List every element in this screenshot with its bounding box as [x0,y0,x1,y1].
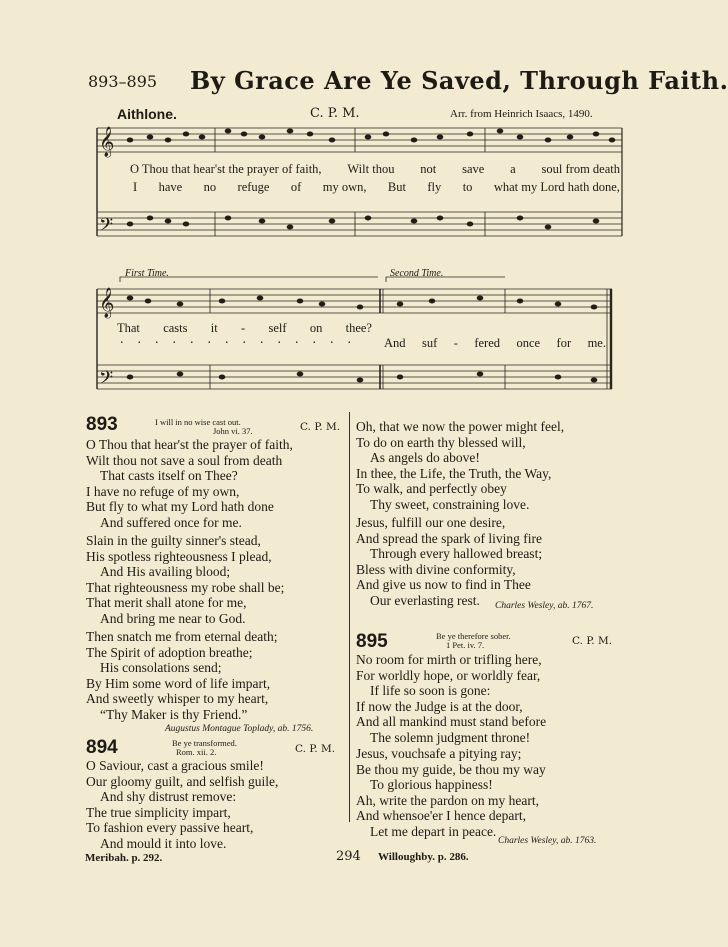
lyric-syllable: - [453,336,458,350]
verse-line: Slain in the guilty sinner's stead, [86,533,261,548]
lyric-syllable: no [203,180,217,194]
verse-line: O Saviour, cast a gracious smile! [86,758,264,773]
verse-line: As angels do above! [370,450,480,466]
column-divider [349,412,350,822]
hymn-number: 895 [356,631,388,652]
verse-line: Ah, write the pardon on my heart, [356,792,539,808]
tune-meter: C. P. M. [310,106,360,121]
hymn-893-stanza-3 [86,629,278,723]
svg-text:𝄞: 𝄞 [99,288,115,318]
lyric-syllable: my own, [322,180,367,194]
verse-line: His consolations send; [100,660,222,676]
verse-line: I have no refuge of my own, [86,483,240,499]
tune-arranger: Arr. from Heinrich Isaacs, 1490. [450,108,593,120]
verse-line: And spread the spark of living fire [356,530,542,546]
lyric-syllable: have [158,180,183,194]
lyric-syllable: of [290,180,302,194]
verse-line: And whensoe'er I hence depart, [356,808,526,824]
lyric-syllable: I [133,180,138,194]
lyric-syllable: - [241,321,246,335]
verse-line: Our gloomy guilt, and selfish guile, [86,773,279,789]
scripture-bible-ref: 1 Pet. iv. 7. [446,640,485,650]
lyric-syllable: soul from death [541,162,620,176]
lyric-syllable: casts [163,321,188,335]
verse-line: And bring me near to God. [100,610,246,626]
lyric-syllable: O Thou that hear'st the prayer of faith, [130,162,322,176]
lyric-syllable: fered [474,336,501,350]
lyric-syllable: And [384,336,406,350]
scripture-text-ref: Be ye therefore sober. [436,631,511,641]
verse-line: No room for mirth or trifling here, [356,652,542,667]
verse-line: But fly to what my Lord hath done [86,499,274,515]
verse-line: In thee, the Life, the Truth, the Way, [356,465,552,481]
scripture-bible-ref: Rom. xii. 2. [176,747,217,757]
hymn-894-stanza-1 [86,758,278,852]
verse-line: Be thou my guide, be thou my way [356,761,546,777]
verse-line: To walk, and perfectly obey [356,481,507,497]
verse-line: Wilt thou not save a soul from death [86,452,283,468]
footer-right-ref: Willoughby. p. 286. [378,851,469,863]
lyric-syllable: refuge [237,180,270,194]
lyric-syllable: what my Lord hath done, [493,180,620,194]
verse-line: His spotless righteousness I plead, [86,548,272,564]
hymn-meter: C. P. M. [572,635,613,647]
verse-line: The true simplicity impart, [86,804,231,820]
lyric-syllable: self [268,321,287,335]
hymn-meter: C. P. M. [300,421,341,433]
page-number: 294 [336,849,361,864]
scripture-text-ref: Be ye transformed. [172,738,237,748]
lyric-syllable: Wilt thou [347,162,395,176]
verse-line: If life so soon is gone: [370,683,491,699]
hymn-895-stanza-2 [356,746,546,840]
footer-left-ref: Meribah. p. 292. [85,852,163,864]
verse-line: That righteousness my robe shall be; [86,579,285,595]
tune-name: Aithlone. [117,106,177,122]
second-time-label: Second Time. [390,268,444,279]
lyric-syllable: to [462,180,473,194]
verse-line: Through every hallowed breast; [370,546,543,562]
hymn-meter: C. P. M. [295,743,336,755]
hymn-893-stanza-1 [86,437,293,531]
staff-treble-1 [97,128,622,152]
verse-line: And shy distrust remove: [100,789,237,805]
hymn-author: Augustus Montague Toplady, ab. 1756. [165,724,314,734]
hymn-number: 894 [86,737,118,758]
lyric-syllable: But [387,180,406,194]
verse-line: If now the Judge is at the door, [356,698,523,714]
hymn-894-stanza-3 [356,515,542,609]
lyric-syllable: thee? [345,321,372,335]
verse-line: And His availing blood; [100,564,231,580]
staff-treble-2 [97,289,612,313]
verse-line: The solemn judgment throne! [370,729,531,745]
score-verse2-line1 [133,180,620,195]
hymn-author: Charles Wesley, ab. 1763. [498,836,597,846]
verse-line: That merit shall atone for me, [86,595,247,611]
hymn-895-stanza-1 [356,652,546,746]
lyric-syllable: once [516,336,541,350]
verse-line: For worldly hope, or worldly fear, [356,667,541,683]
score-second-time-lyrics [384,336,606,351]
hymn-author: Charles Wesley, ab. 1767. [495,601,594,611]
verse-line: Let me depart in peace. [370,823,497,839]
verse-line: To glorious happiness! [370,777,493,793]
lyric-syllable: save [462,162,485,176]
lyric-syllable: me. [587,336,606,350]
verse-line: “Thy Maker is thy Friend.” [100,706,248,722]
first-time-label: First Time. [125,268,169,279]
lyric-syllable: That [117,321,140,335]
svg-text:𝄢: 𝄢 [99,215,114,240]
verse-line: Then snatch me from eternal death; [86,629,278,644]
hymn-range: 893–895 [88,72,158,91]
verse-line: By Him some word of life impart, [86,675,271,691]
verse-line: And give us now to find in Thee [356,577,531,593]
continuation-dots: .............. [120,332,365,347]
staff-bass-1 [97,212,622,236]
scripture-text-ref: I will in no wise cast out. [155,417,241,427]
scripture-bible-ref: John vi. 37. [213,426,253,436]
lyric-syllable: it [210,321,218,335]
staff-bass-2 [97,365,612,389]
lyric-syllable: suf [421,336,438,350]
hymn-number: 893 [86,414,118,435]
verse-line: Bless with divine conformity, [356,561,516,577]
verse-line: To fashion every passive heart, [86,820,254,836]
verse-line: The Spirit of adoption breathe; [86,644,253,660]
verse-line: That casts itself on Thee? [100,468,238,484]
verse-line: O Thou that hear'st the prayer of faith, [86,437,293,452]
verse-line: And sweetly whisper to my heart, [86,691,269,707]
lyric-syllable: fly [427,180,442,194]
verse-line: Jesus, fulfill our one desire, [356,515,506,530]
score-verse1-line1 [130,162,620,177]
lyric-syllable: for [556,336,572,350]
lyric-syllable: not [420,162,437,176]
verse-line: And mould it into love. [100,835,227,851]
hymn-894-stanza-2 [356,419,564,513]
verse-line: To do on earth thy blessed will, [356,434,526,450]
hymn-893-stanza-2 [86,533,284,627]
verse-line: And all mankind must stand before [356,714,547,730]
verse-line: And suffered once for me. [100,514,242,530]
verse-line: Thy sweet, constraining love. [370,496,530,512]
lyric-syllable: a [510,162,516,176]
page-title: By Grace Are Ye Saved, Through Faith. [190,66,728,95]
svg-text:𝄢: 𝄢 [99,368,114,393]
verse-line: Jesus, vouchsafe a pitying ray; [356,746,522,761]
verse-line: Oh, that we now the power might feel, [356,419,565,434]
verse-line: Our everlasting rest. [370,592,480,608]
lyric-syllable: on [309,321,323,335]
svg-text:𝄞: 𝄞 [99,127,115,157]
